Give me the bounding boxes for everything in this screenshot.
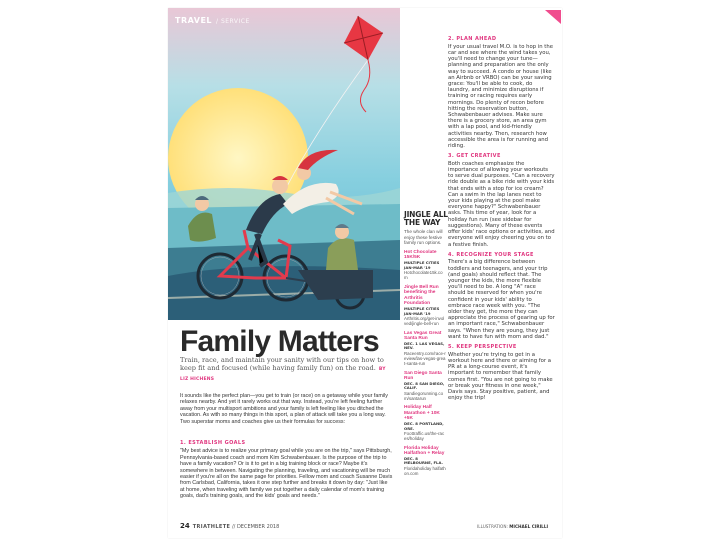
event-url[interactable]: Arthritis.org/get-involved/jingle-bell-run bbox=[404, 316, 445, 327]
dek bbox=[180, 356, 390, 385]
event-name: Hot Chocolate 15K/5K bbox=[404, 249, 437, 261]
event-url[interactable]: Foottraffic.us/the-races/holiday bbox=[404, 431, 445, 442]
issue-date: // DECEMBER 2018 bbox=[231, 524, 280, 530]
sidebar-event bbox=[400, 246, 448, 281]
event-date: DEC. 1 LAS VEGAS, NEV. bbox=[404, 340, 445, 351]
event-name: Jingle Bell Run benefiting the Arthritis Foundation bbox=[404, 284, 439, 307]
sidebar-title: JINGLE ALL THE WAY bbox=[404, 210, 448, 227]
sidebar-jingle-all-the-way bbox=[400, 209, 448, 511]
family-bike-illustration bbox=[168, 8, 400, 320]
byline: BY LIZ HICHENS bbox=[180, 367, 386, 383]
section-heading: 3. GET CREATIVE bbox=[448, 153, 501, 160]
section-heading: 4. RECOGNIZE YOUR STAGE bbox=[448, 251, 534, 258]
section-text: "My best advice is to realize your primary goal while you are on the trip," says Pittsburgh, Pennsylvania-based coach and mom Kim Schwabenbauer. Is the purpose of the trip to have a family vacation? Or is it to get in a big training block or race? Maybe it's somewhere in between. Navigating the planning, traveling, and vacationing will be much easier if you're all on the same page for priorities. Fellow mom and coach Susanne Davis from Carlsbad, California, takes it one step further and breaks it down by day: "Just like at home, when traveling with family we put together a daily calendar of mom's training goals, dad's training goals, and the kids' goals and needs." bbox=[180, 448, 393, 500]
section-text: If your usual travel M.O. is to hop in the car and see where the wind takes you, you'll need to change your tune—planning and preparation are the only way to succeed. A condo or house (like an Airbnb or VRBO) can be your saving grace: You'll be able to cook, do laundry, and minimize disruptions if training or racing requires early mornings. Do plenty of recon before hitting the reservation button, Schwabenbauer advises. Make sure there is a grocery store, an area gym with a lap pool, and kid-friendly activities nearby. Then, research how accessible the area is for running and riding. bbox=[448, 43, 553, 149]
event-name: San Diego Santa Run bbox=[404, 370, 442, 382]
section-text: Whether you're trying to get in a workout here and there or aiming for a PR at a long-course event, it's important to remember that family comes first. "You are not going to make or break your fitness in one week," Davis says. Stay positive, patient, and enjoy the trip! bbox=[448, 351, 553, 402]
event-url[interactable]: Sandiegorunning.com/santarun bbox=[404, 390, 444, 402]
sidebar-event bbox=[400, 442, 448, 477]
corner-decoration bbox=[545, 10, 561, 24]
section-get-creative bbox=[448, 153, 555, 248]
section-subtitle: / SERVICE bbox=[216, 18, 250, 25]
section-heading: 1. ESTABLISH GOALS bbox=[180, 440, 246, 446]
section-label bbox=[175, 16, 250, 25]
magazine-name: TRIATHLETE bbox=[192, 524, 231, 530]
sidebar-event bbox=[400, 281, 448, 327]
event-url[interactable]: Floridaholiday halfathon.com bbox=[404, 466, 446, 477]
headline: Family Matters bbox=[180, 325, 379, 358]
section-text: Both coaches emphasize the importance of allowing your workouts to serve dual purposes. "Can a recovery ride double as a bike ride with your kids that ends with a stop for ice cream? Can a swim in the lap lanes next to your kids playing at the pool make everyone happy?" Schwabenbauer asks. This time of year, look for a holiday fun run (see sidebar for suggestions). Many of these events offer kids' race options or activities, and everyone will enjoy cheering you on to a festive finish. bbox=[448, 160, 555, 248]
section-keep-perspective bbox=[448, 344, 555, 401]
event-date: DEC. 8 PORTLAND, ORE. bbox=[404, 421, 444, 431]
event-name: Florida Holiday Halfathon + Relay bbox=[404, 445, 445, 457]
section-establish-goals bbox=[180, 440, 393, 500]
event-date: DEC. 8 SAN DIEGO, CALIF. bbox=[404, 380, 445, 391]
event-url[interactable]: Hotchocolate15k.com bbox=[404, 270, 443, 281]
sidebar-event bbox=[400, 327, 448, 367]
event-date: MULTIPLE CITIES JAN-MAR '19 bbox=[404, 305, 440, 316]
event-date: MULTIPLE CITIES JAN-MAR '19 bbox=[404, 259, 440, 270]
event-name: Las Vegas Great Santa Run bbox=[404, 330, 442, 342]
section-title: TRAVEL bbox=[175, 16, 213, 25]
event-date: DEC. 8 MELBOURNE, FLA. bbox=[404, 455, 443, 466]
section-heading: 5. KEEP PERSPECTIVE bbox=[448, 344, 517, 351]
credit-name: MICHAEL CIRILLI bbox=[509, 524, 549, 529]
page-number: 24 bbox=[180, 522, 190, 530]
section-text: There's a big difference between toddlers and teenagers, and your trip (and goals) should reflect that. The younger the kids, the more flexible you'll need to be. A long "A" race should be reserved for when you're confident in your kids' ability to embrace race week with you. "The older they get, the more they can appreciate the process of gearing up for an important race," Schwabenbauer says. "When they are young, they just want to have fun with mom and dad." bbox=[448, 259, 555, 340]
intro-paragraph: It sounds like the perfect plan—you get to train (or race) on a getaway while your family relaxes nearby. And yet it rarely works out that way. Instead, you're left feeling further away from your multisport ambitions and your family is left feeling like you ditched the vacation. As with so many things in this sport, a plan of attack will take you a long way. Two superstar moms and coaches give us their formulas for success: bbox=[180, 393, 388, 425]
right-column bbox=[448, 36, 555, 405]
credit-label: ILLUSTRATION: bbox=[477, 524, 508, 529]
sidebar-intro: The whole clan will enjoy these festive family run options. bbox=[404, 229, 443, 246]
dek-text: Train, race, and maintain your sanity with our tips on how to keep fit and focused (while having family fun) on the road. bbox=[180, 356, 384, 373]
sidebar-event bbox=[400, 401, 448, 441]
event-url[interactable]: Raceentry.com/race-review/las-vegas-great-santa-run bbox=[404, 350, 446, 367]
folio bbox=[180, 522, 279, 530]
section-heading: 2. PLAN AHEAD bbox=[448, 36, 497, 42]
section-plan-ahead bbox=[448, 36, 555, 149]
sidebar-event bbox=[400, 367, 448, 402]
section-recognize-your-stage bbox=[448, 252, 555, 340]
illustration-credit bbox=[477, 524, 548, 529]
event-name: Holiday Half Marathon + 10K +5K bbox=[404, 405, 440, 422]
